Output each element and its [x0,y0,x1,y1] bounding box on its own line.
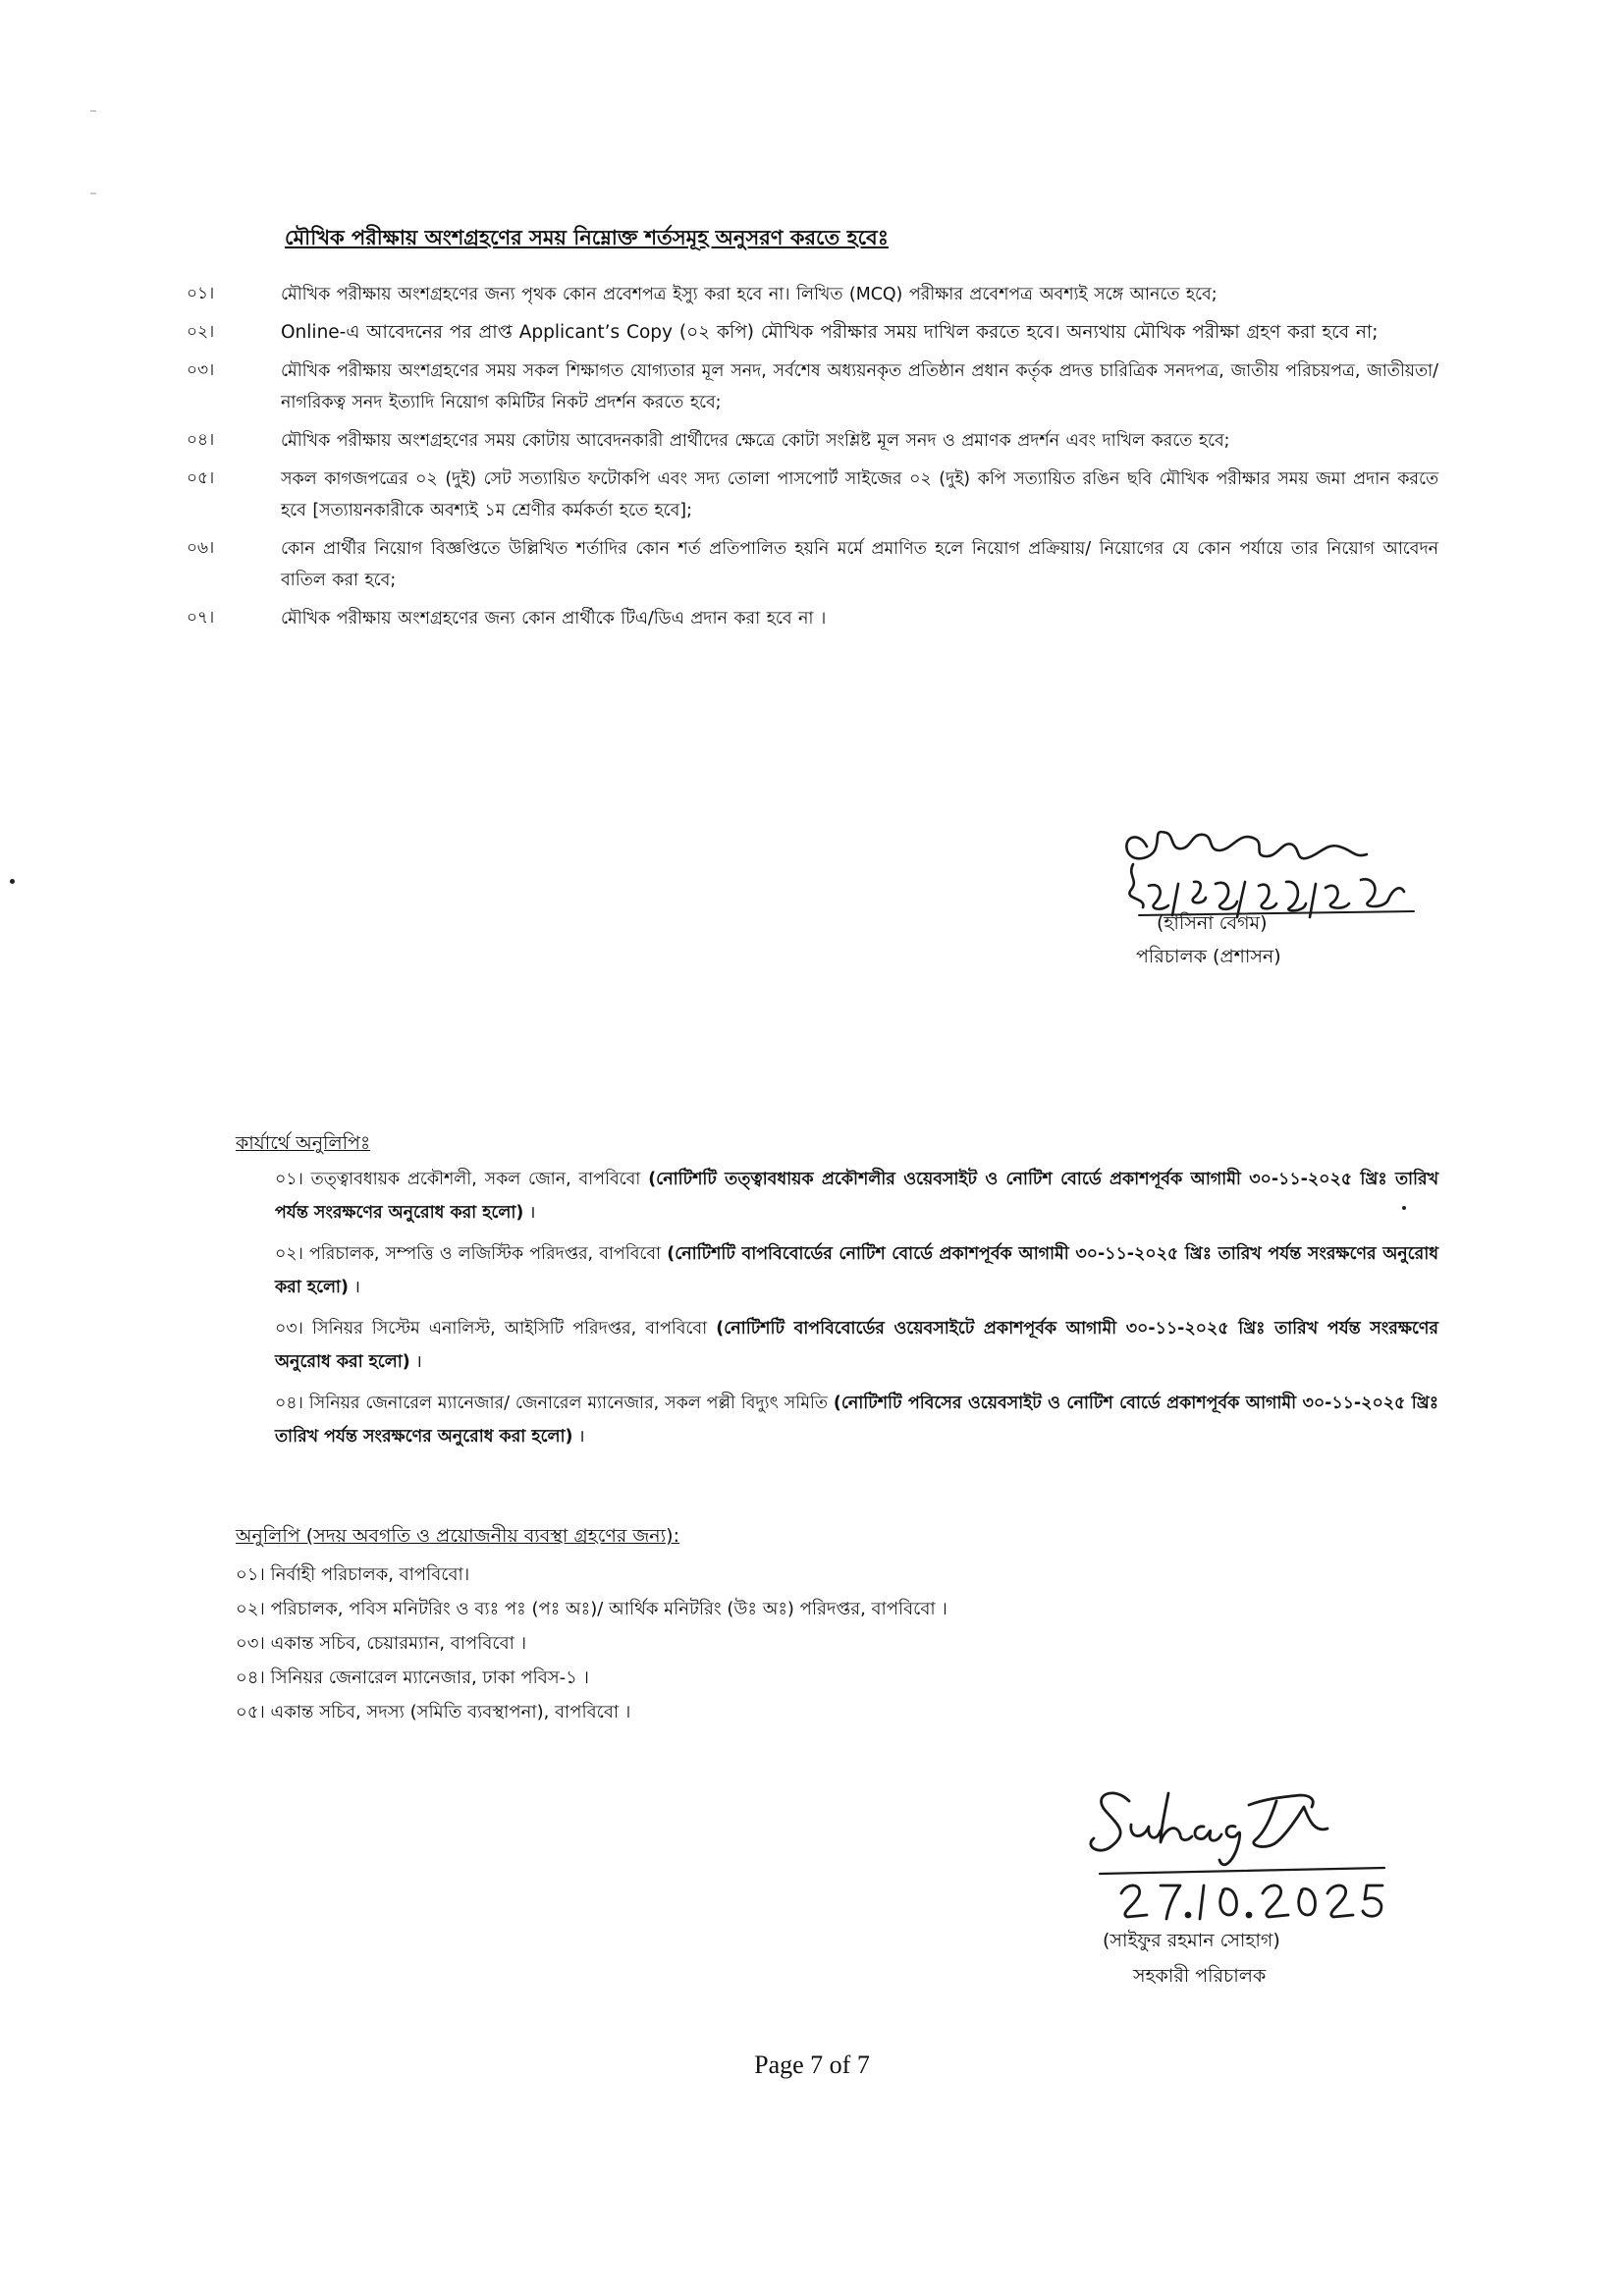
action-copy-item [236,1237,1438,1304]
action-copy-item [236,1387,1438,1453]
item-recipient: তত্ত্বাবধায়ক প্রকৌশলী, সকল জোন, বাপবিবো [310,1170,641,1189]
action-copy-item [236,1312,1438,1379]
info-copy-item: ০২। পরিচালক, পবিস মনিটরিং ও ব্যঃ পঃ (পঃ অঃ)/ আর্থিক মনিটরিং (উঃ অঃ) পরিদপ্তর, বাপবিবো । [236,1599,947,1619]
item-tail: । [572,1427,585,1447]
signatory-2-name: (সাইফুর রহমান সোহাগ) [1103,1930,1280,1951]
signatory-1-name: (হাসিনা বেগম) [1157,912,1268,934]
action-copy-list [236,1163,1438,1461]
item-tail: । [409,1352,422,1372]
scan-speck [90,192,96,194]
item-instruction: (নোটিশটি বাপবিবোর্ডের নোটিশ বোর্ডে প্রকাশপূর্বক আগামী ৩০-১১-২০২৫ খ্রিঃ তারিখ পর্যন্ত সংরক্ষণের অনুরোধ করা হলো) [275,1244,1438,1297]
info-copy-item: ০১। নির্বাহী পরিচালক, বাপবিবো। [236,1564,470,1585]
info-copy-list [236,1558,1218,1729]
item-instruction: (নোটিশটি পবিসের ওয়েবসাইট ও নোটিশ বোর্ডে প্রকাশপূর্বক আগামী ৩০-১১-২০২৫ খ্রিঃ তারিখ পর্যন্ত সংরক্ষণের অনুরোধ করা হলো) [275,1394,1438,1447]
item-instruction: (নোটিশটি বাপবিবোর্ডের ওয়েবসাইটে প্রকাশপূর্বক আগামী ৩০-১১-২০২৫ খ্রিঃ তারিখ পর্যন্ত সংরক্ষণের অনুরোধ করা হলো) [275,1319,1438,1372]
condition-number: ০৩। [187,360,215,380]
scan-speck [10,879,15,884]
signatory-1-title: পরিচালক (প্রশাসন) [1136,946,1281,967]
conditions-list [187,279,1438,641]
item-recipient: পরিচালক, সম্পত্তি ও লজিস্টিক পরিদপ্তর, বাপবিবো [308,1244,662,1264]
condition-item [187,425,1438,457]
condition-item [187,279,1438,310]
signature-1-date [1159,878,1164,879]
conditions-heading: মৌখিক পরীক্ষায় অংশগ্রহণের সময় নিম্নোক্ত শর্তসমূহ অনুসরণ করতে হবেঃ [285,226,889,249]
info-copy-item: ০৫। একান্ত সচিব, সদস্য (সমিতি ব্যবস্থাপনা), বাপবিবো । [236,1702,631,1722]
item-tail: । [348,1278,361,1297]
condition-number: ০২। [187,322,215,342]
condition-number: ০১। [187,284,215,303]
page-number: Page 7 of 7 [754,2050,870,2079]
scan-speck [90,110,96,112]
condition-item [187,603,1438,634]
condition-text: মৌখিক পরীক্ষায় অংশগ্রহণের সময় কোটায় আবেদনকারী প্রার্থীদের ক্ষেত্রে কোটা সংশ্লিষ্ট মূল সনদ ও প্রমাণক প্রদর্শন এবং দাখিল করতে হবে; [281,431,1230,451]
condition-text: মৌখিক পরীক্ষায় অংশগ্রহণের জন্য পৃথক কোন প্রবেশপত্র ইস্যু করা হবে না। লিখিত (MCQ) পরীক্ষার প্রবেশপত্র অবশ্যই সঙ্গে আনতে হবে; [281,285,1218,304]
item-recipient: সিনিয়র জেনারেল ম্যানেজার/ জেনারেল ম্যানেজার, সকল পল্লী বিদ্যুৎ সমিতি [308,1394,828,1413]
condition-text: সকল কাগজপত্রের ০২ (দুই) সেট সত্যায়িত ফটোকপি এবং সদ্য তোলা পাসপোর্ট সাইজের ০২ (দুই) কপি সত্যায়িত রঙিন ছবি মৌখিক পরীক্ষার সময় জমা প্রদান করতে হবে [সত্যায়নকারীকে অবশ্যই ১ম শ্রেণীর কর্মকর্তা হতে হবে]; [281,469,1438,520]
item-number: ০২। [275,1244,303,1264]
info-copy-item: ০৩। একান্ত সচিব, চেয়ারম্যান, বাপবিবো । [236,1633,527,1654]
condition-number: ০৪। [187,430,215,450]
item-number: ০৩। [275,1319,303,1339]
item-instruction: (নোটিশটি তত্ত্বাবধায়ক প্রকৌশলীর ওয়েবসাইট ও নোটিশ বোর্ডে প্রকাশপূর্বক আগামী ৩০-১১-২০২৫ খ্রিঃ তারিখ পর্যন্ত সংরক্ষণের অনুরোধ করা হলো) [275,1170,1439,1223]
handwritten-signature-2 [1070,1777,1404,1935]
signature-2-date [1159,1895,1164,1896]
action-copy-item [236,1163,1438,1230]
condition-number: ০৫। [187,468,215,488]
item-recipient: সিনিয়র সিস্টেম এনালিস্ট, আইসিটি পরিদপ্তর, বাপবিবো [312,1319,708,1339]
condition-text: কোন প্রার্থীর নিয়োগ বিজ্ঞপ্তিতে উল্লিখিত শর্তাদির কোন শর্ত প্রতিপালিত হয়নি মর্মে প্রমাণিত হলে নিয়োগ প্রক্রিয়ায়/ নিয়োগের যে কোন পর্যায়ে তার নিয়োগ আবেদন বাতিল করা হবে; [281,539,1438,590]
info-copy-title: অনুলিপি (সদয় অবগতি ও প্রয়োজনীয় ব্যবস্থা গ্রহণের জন্য): [236,1525,679,1547]
condition-number: ০৭। [187,608,215,628]
item-number: ০৪। [275,1394,303,1413]
condition-text: মৌখিক পরীক্ষায় অংশগ্রহণের সময় সকল শিক্ষাগত যোগ্যতার মূল সনদ, সর্বশেষ অধ্যয়নকৃত প্রতিষ্ঠান প্রধান কর্তৃক প্রদত্ত চারিত্রিক সনদপত্র, জাতীয় পরিচয়পত্র, জাতীয়তা/নাগরিকত্ব সনদ ইত্যাদি নিয়োগ কমিটির নিকট প্রদর্শন করতে হবে; [281,361,1438,412]
item-number: ০১। [275,1170,303,1189]
item-tail: । [523,1203,536,1223]
condition-item [187,355,1438,418]
condition-text: মৌখিক পরীক্ষায় অংশগ্রহণের জন্য কোন প্রার্থীকে টিএ/ডিএ প্রদান করা হবে না । [281,609,827,629]
condition-item [187,464,1438,526]
info-copy-item: ০৪। সিনিয়র জেনারেল ম্যানেজার, ঢাকা পবিস-১ । [236,1667,589,1688]
condition-item [187,533,1438,596]
condition-item [187,317,1438,349]
condition-text: Online-এ আবেদনের পর প্রাপ্ত Applicant’s Copy (০২ কপি) মৌখিক পরীক্ষার সময় দাখিল করতে হবে। অন্যথায় মৌখিক পরীক্ষা গ্রহণ করা হবে না; [281,322,1379,343]
action-copy-title: কার্যার্থে অনুলিপিঃ [236,1132,371,1154]
condition-number: ০৬। [187,538,215,558]
signatory-2-title: সহকারী পরিচালক [1133,1965,1267,1987]
